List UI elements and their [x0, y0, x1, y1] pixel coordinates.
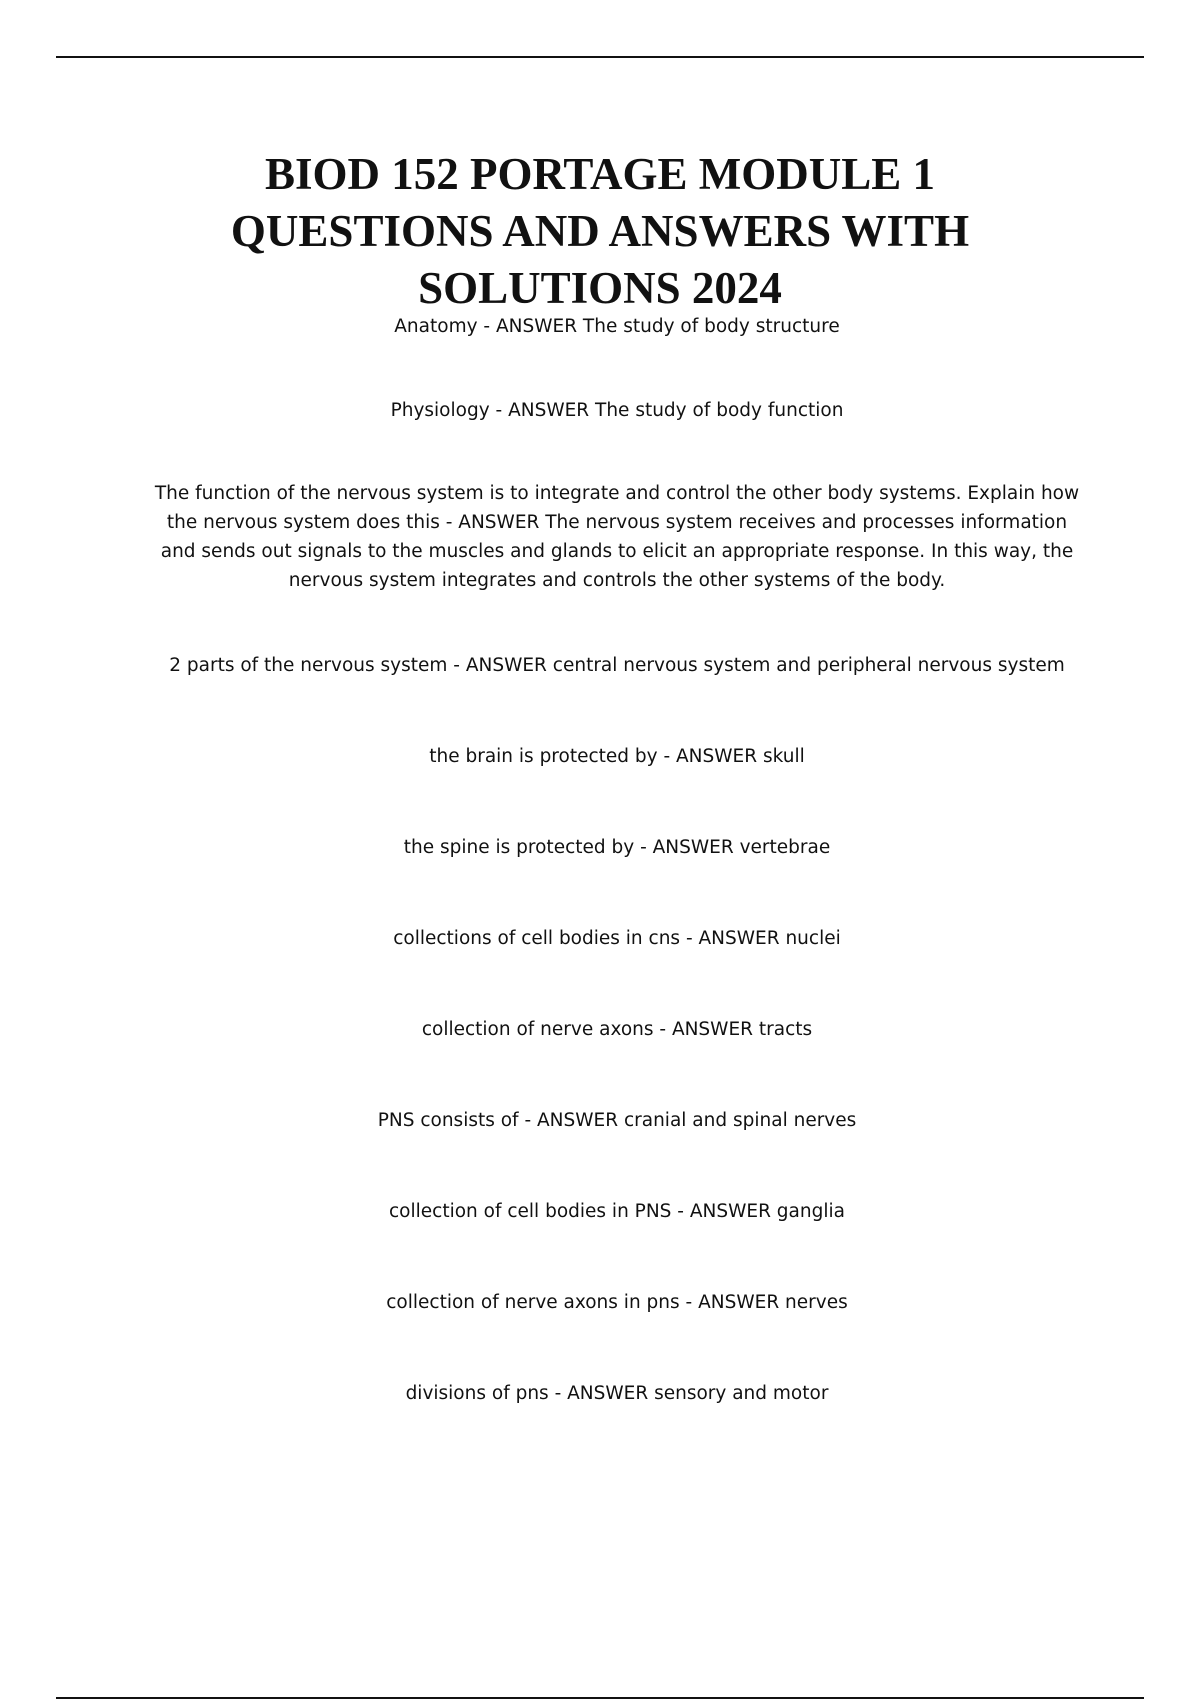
qa-item: collection of nerve axons - ANSWER tracts: [421, 1019, 813, 1040]
qa-item: the spine is protected by - ANSWER vertebrae: [403, 837, 831, 858]
title-line: QUESTIONS AND ANSWERS WITH: [230, 206, 970, 256]
qa-item: 2 parts of the nervous system - ANSWER central nervous system and peripheral nervous system: [169, 655, 1065, 676]
title-line: BIOD 152 PORTAGE MODULE 1: [264, 149, 936, 199]
qa-item: The function of the nervous system is to integrate and control the other body systems. Explain how the nervous system does this - ANSWER The nervous system receives and processes information and sends out signals to the muscles and glands to elicit an appropriate response. In this way, the nervous system integrates and controls the other systems of the body.: [154, 483, 1080, 591]
qa-item: divisions of pns - ANSWER sensory and motor: [405, 1383, 829, 1404]
qa-item: Physiology - ANSWER The study of body function: [390, 400, 844, 421]
bottom-rule: [56, 1697, 1144, 1699]
title-line: SOLUTIONS 2024: [418, 263, 782, 313]
qa-item: Anatomy - ANSWER The study of body structure: [394, 316, 840, 337]
qa-item: collections of cell bodies in cns - ANSWER nuclei: [393, 928, 841, 949]
qa-item: the brain is protected by - ANSWER skull: [429, 746, 805, 767]
qa-item: collection of cell bodies in PNS - ANSWER ganglia: [389, 1201, 845, 1222]
qa-list: [150, 312, 1084, 1408]
qa-item: collection of nerve axons in pns - ANSWER nerves: [386, 1292, 848, 1313]
document-title: [100, 146, 1100, 317]
top-rule: [56, 56, 1144, 58]
qa-item: PNS consists of - ANSWER cranial and spinal nerves: [377, 1110, 857, 1131]
